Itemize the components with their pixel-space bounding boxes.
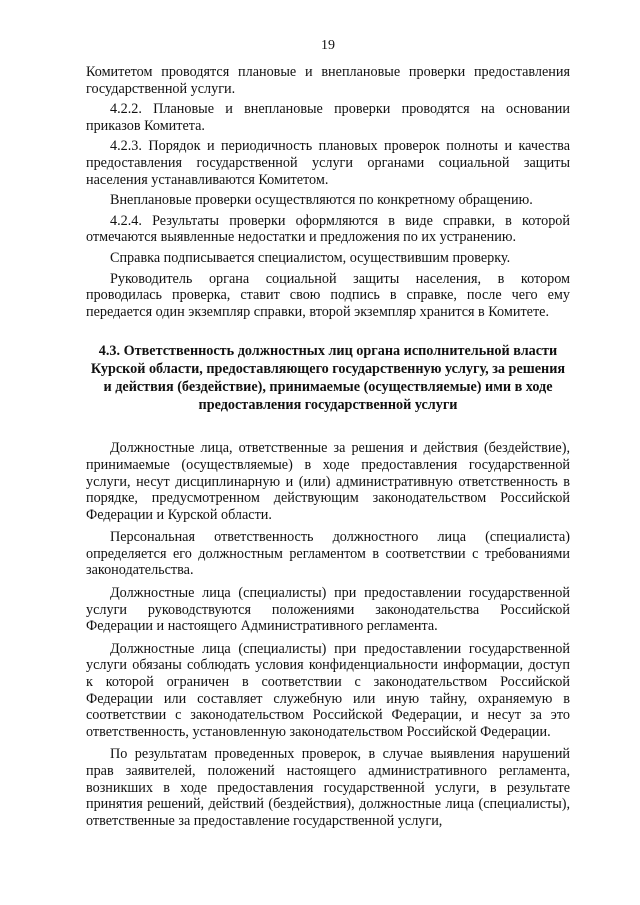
paragraph: 4.2.2. Плановые и внеплановые проверки проводятся на основании приказов Комитета. bbox=[86, 101, 570, 134]
paragraph: Справка подписывается специалистом, осуществившим проверку. bbox=[110, 249, 511, 266]
paragraph: По результатам проведенных проверок, в случае выявления нарушений прав заявителей, положений настоящего административного регламента, возникших в ходе предоставления государственной услуги, в результате принятия решений, действий (бездействия), должностные лица (специалисты), ответственные за предоставление государственной услуги, bbox=[86, 746, 570, 829]
paragraph: Должностные лица, ответственные за решения и действия (бездействие), принимаемые (осуществляемые) в ходе предоставления государственной услуги, несут дисциплинарную и (или) административную ответственность в порядке, предусмотренном действующим законодательством Российской Федерации и Курской области. bbox=[86, 440, 570, 523]
paragraph: Должностные лица (специалисты) при предоставлении государственной услуги обязаны соблюдать условия конфиденциальности информации, доступ к которой ограничен в соответствии с законодательством Российской Федерации или составляет служебную или иную тайну, охраняемую в соответствии с законодательством Российской Федерации, и несут за это ответственность, установленную законодательством Российской Федерации. bbox=[86, 640, 570, 740]
paragraph: 4.2.4. Результаты проверки оформляются в виде справки, в которой отмечаются выявленные недостатки и предложения по их устранению. bbox=[86, 212, 570, 246]
paragraph: Внеплановые проверки осуществляются по конкретному обращению. bbox=[110, 192, 533, 209]
paragraph: Персональная ответственность должностного лица (специалиста) определяется его должностным регламентом в соответствии с требованиями законодательства. bbox=[86, 529, 570, 579]
paragraph: Руководитель органа социальной защиты населения, в котором проводилась проверка, ставит свою подпись в справке, после чего ему передается один экземпляр справки, второй экземпляр хранится в Комитете. bbox=[86, 270, 570, 320]
paragraph: 4.2.3. Порядок и периодичность плановых проверок полноты и качества предоставления государственной услуги органами социальной защиты населения устанавливаются Комитетом. bbox=[86, 138, 570, 188]
page-number: 19 bbox=[321, 38, 335, 53]
paragraph: Должностные лица (специалисты) при предоставлении государственной услуги руководствуются положениями законодательства Российской Федерации и настоящего Административного регламента. bbox=[86, 585, 570, 635]
paragraph: Комитетом проводятся плановые и внеплановые проверки предоставления государственной услуги. bbox=[86, 64, 570, 97]
section-heading: 4.3. Ответственность должностных лиц органа исполнительной власти Курской области, предоставляющего государственную услугу, за решения и действия (бездействие), принимаемые (осуществляемые) ими в ходе предоставления государственной услуги bbox=[90, 343, 566, 414]
